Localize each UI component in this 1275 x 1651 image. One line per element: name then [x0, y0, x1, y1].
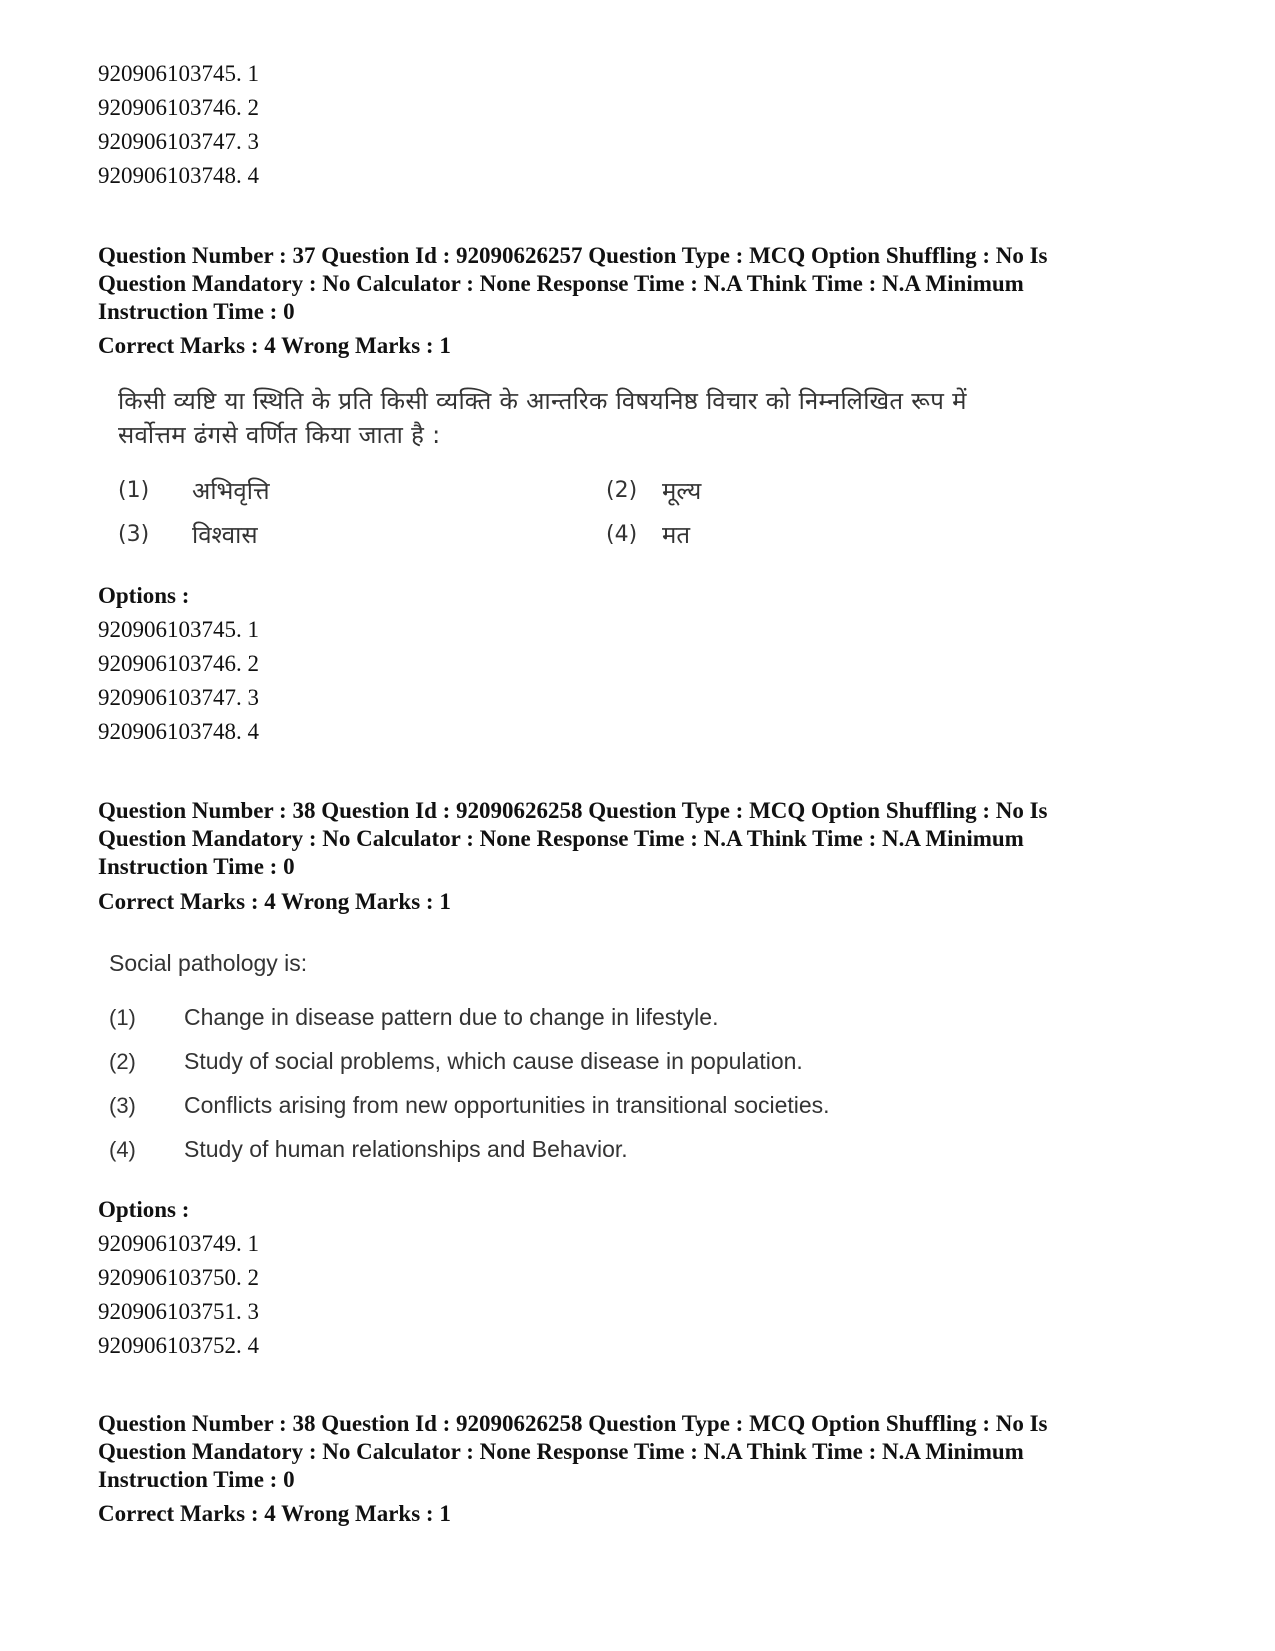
- marks-line: Correct Marks : 4 Wrong Marks : 1: [98, 1501, 451, 1526]
- question-header-line: Question Number : 38 Question Id : 92090626258 Question Type : MCQ Option Shuffling : No Is: [98, 798, 1048, 823]
- question-header-line: Question Mandatory : No Calculator : None Response Time : N.A Think Time : N.A Minimum: [98, 271, 1024, 296]
- choice-number: (2): [606, 478, 638, 503]
- option-line: 920906103751. 3: [98, 1299, 259, 1324]
- options-label: Options :: [98, 583, 190, 608]
- question-stem: किसी व्यष्टि या स्थिति के प्रति किसी व्यक्ति के आन्तरिक विषयनिष्ठ विचार को निम्नलिखित रूप में: [118, 387, 967, 415]
- question-stem: Social pathology is:: [109, 950, 308, 976]
- choice-number: (2): [109, 1049, 136, 1074]
- option-line: 920906103747. 3: [98, 685, 259, 710]
- option-line: 920906103747. 3: [98, 129, 259, 154]
- question-header-line: Question Number : 37 Question Id : 92090626257 Question Type : MCQ Option Shuffling : No Is: [98, 243, 1048, 268]
- choice-text: विश्वास: [192, 521, 258, 549]
- option-line: 920906103746. 2: [98, 651, 259, 676]
- choice-text: Conflicts arising from new opportunities in transitional societies.: [184, 1092, 830, 1118]
- choice-text: Study of human relationships and Behavior.: [184, 1136, 628, 1162]
- question-header-line: Instruction Time : 0: [98, 299, 295, 324]
- option-line: 920906103748. 4: [98, 719, 259, 744]
- question-header-line: Question Mandatory : No Calculator : None Response Time : N.A Think Time : N.A Minimum: [98, 826, 1024, 851]
- question-header-line: Question Mandatory : No Calculator : None Response Time : N.A Think Time : N.A Minimum: [98, 1439, 1024, 1464]
- option-line: 920906103749. 1: [98, 1231, 259, 1256]
- option-line: 920906103746. 2: [98, 95, 259, 120]
- options-label: Options :: [98, 1197, 190, 1222]
- option-line: 920906103745. 1: [98, 617, 259, 642]
- choice-number: (4): [606, 522, 638, 547]
- option-line: 920906103752. 4: [98, 1333, 259, 1358]
- question-stem: सर्वोत्तम ढंगसे वर्णित किया जाता है :: [118, 421, 441, 449]
- choice-number: (3): [109, 1093, 136, 1118]
- choice-number: (1): [109, 1005, 136, 1030]
- choice-text: मत: [662, 521, 691, 549]
- choice-number: (1): [118, 478, 150, 503]
- choice-text: मूल्य: [662, 477, 702, 505]
- option-line: 920906103748. 4: [98, 163, 259, 188]
- question-header-line: Instruction Time : 0: [98, 1467, 295, 1492]
- choice-text: अभिवृत्ति: [192, 477, 270, 505]
- question-header-line: Instruction Time : 0: [98, 854, 295, 879]
- question-header-line: Question Number : 38 Question Id : 92090626258 Question Type : MCQ Option Shuffling : No Is: [98, 1411, 1048, 1436]
- marks-line: Correct Marks : 4 Wrong Marks : 1: [98, 889, 451, 914]
- choice-number: (3): [118, 522, 150, 547]
- choice-text: Study of social problems, which cause disease in population.: [184, 1048, 803, 1074]
- marks-line: Correct Marks : 4 Wrong Marks : 1: [98, 333, 451, 358]
- choice-number: (4): [109, 1137, 136, 1162]
- choice-text: Change in disease pattern due to change in lifestyle.: [184, 1004, 719, 1030]
- option-line: 920906103745. 1: [98, 61, 259, 86]
- option-line: 920906103750. 2: [98, 1265, 259, 1290]
